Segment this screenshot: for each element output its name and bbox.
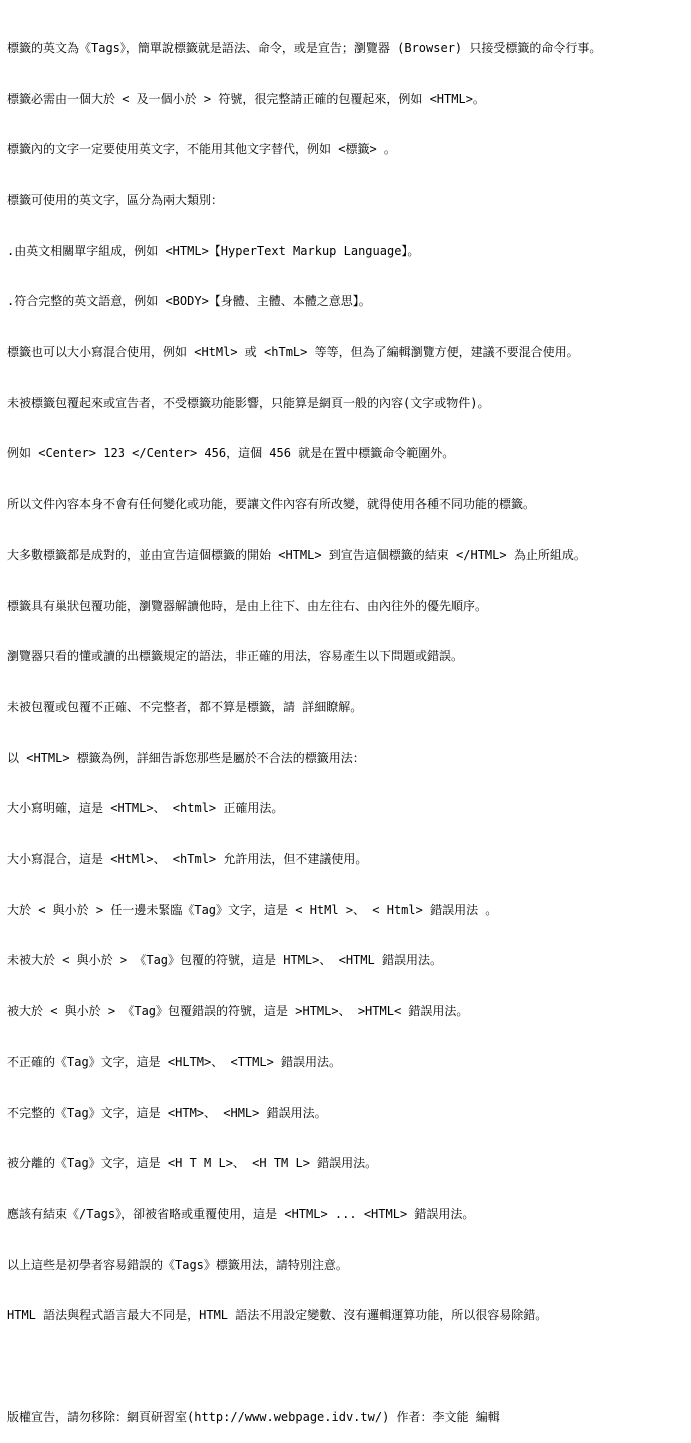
paragraph-line: 大小寫明確，這是 <HTML>、 <html> 正確用法。 [7, 801, 284, 816]
paragraph-line: 被分離的《Tag》文字，這是 <H T M L>、 <H TM L> 錯誤用法。 [7, 1156, 378, 1171]
paragraph-line: 標籤可使用的英文字，區分為兩大類別： [7, 192, 224, 207]
paragraph-line: 例如 <Center> 123 </Center> 456，這個 456 就是在置中標籤命令範圍外。 [7, 446, 455, 461]
paragraph-line: .由英文相關單字組成，例如 <HTML>【HyperText Markup Language】。 [7, 243, 420, 258]
paragraph-line: 標籤的英文為《Tags》，簡單說標籤就是語法、命令，或是宣告；瀏覽器 (Browser) 只接受標籤的命令行事。 [7, 40, 602, 55]
paragraph-line: 瀏覽器只看的懂或讀的出標籤規定的語法，非正確的用法，容易產生以下問題或錯誤。 [7, 649, 464, 664]
paragraph-line: 標籤內的文字一定要使用英文字，不能用其他文字替代，例如 <標籤> 。 [7, 142, 396, 157]
paragraph-line: .符合完整的英文語意，例如 <BODY>【身體、主體、本體之意思】。 [7, 294, 371, 309]
paragraph-line: HTML 語法與程式語言最大不同是，HTML 語法不用設定變數、沒有邏輯運算功能，所以很容易除錯。 [7, 1308, 548, 1323]
paragraph-line: 應該有結束《/Tags》，卻被省略或重覆使用，這是 <HTML> ... <HTML> 錯誤用法。 [7, 1206, 475, 1221]
paragraph-line: 大多數標籤都是成對的，並由宣告這個標籤的開始 <HTML> 到宣告這個標籤的結束 </HTML> 為止所組成。 [7, 547, 586, 562]
paragraph-line: 所以文件內容本身不會有任何變化或功能，要讓文件內容有所改變，就得使用各種不同功能的標籤。 [7, 497, 536, 512]
paragraph-line: 未被標籤包覆起來或宣告者，不受標籤功能影響，只能算是網頁一般的內容(文字或物件)。 [7, 395, 490, 410]
paragraph-line: 大於 < 與小於 > 任一邊未緊臨《Tag》文字，這是 < HtMl >、 < Html> 錯誤用法 。 [7, 902, 498, 917]
paragraph-line: 標籤必需由一個大於 < 及一個小於 > 符號，很完整請正確的包覆起來，例如 <HTML>。 [7, 91, 485, 106]
paragraph-line: 被大於 < 與小於 > 《Tag》包覆錯誤的符號，這是 >HTML>、 >HTML< 錯誤用法。 [7, 1004, 469, 1019]
paragraph-line: 標籤也可以大小寫混合使用，例如 <HtMl> 或 <hTmL> 等等，但為了編輯瀏覽方便，建議不要混合使用。 [7, 345, 579, 360]
paragraph-line: 未被大於 < 與小於 > 《Tag》包覆的符號，這是 HTML>、 <HTML 錯誤用法。 [7, 953, 442, 968]
spacer [7, 1358, 687, 1375]
copyright-footer: 版權宣告，請勿移除：網頁研習室(http://www.webpage.idv.tw/) 作者：李文能 編輯 [7, 1409, 500, 1424]
paragraph-line: 不完整的《Tag》文字，這是 <HTM>、 <HML> 錯誤用法。 [7, 1105, 327, 1120]
paragraph-line: 標籤具有巢狀包覆功能，瀏覽器解讀他時，是由上往下、由左往右、由內往外的優先順序。 [7, 598, 488, 613]
document-body [7, 6, 687, 1443]
paragraph-line: 不正確的《Tag》文字，這是 <HLTM>、 <TTML> 錯誤用法。 [7, 1054, 342, 1069]
paragraph-line: 以上這些是初學者容易錯誤的《Tags》標籤用法，請特別注意。 [7, 1257, 348, 1272]
paragraph-line: 未被包覆或包覆不正確、不完整者，都不算是標籤，請 詳細瞭解。 [7, 699, 363, 714]
paragraph-line: 以 <HTML> 標籤為例，詳細告訴您那些是屬於不合法的標籤用法： [7, 750, 365, 765]
paragraph-line: 大小寫混合，這是 <HtMl>、 <hTml> 允許用法，但不建議使用。 [7, 852, 368, 867]
